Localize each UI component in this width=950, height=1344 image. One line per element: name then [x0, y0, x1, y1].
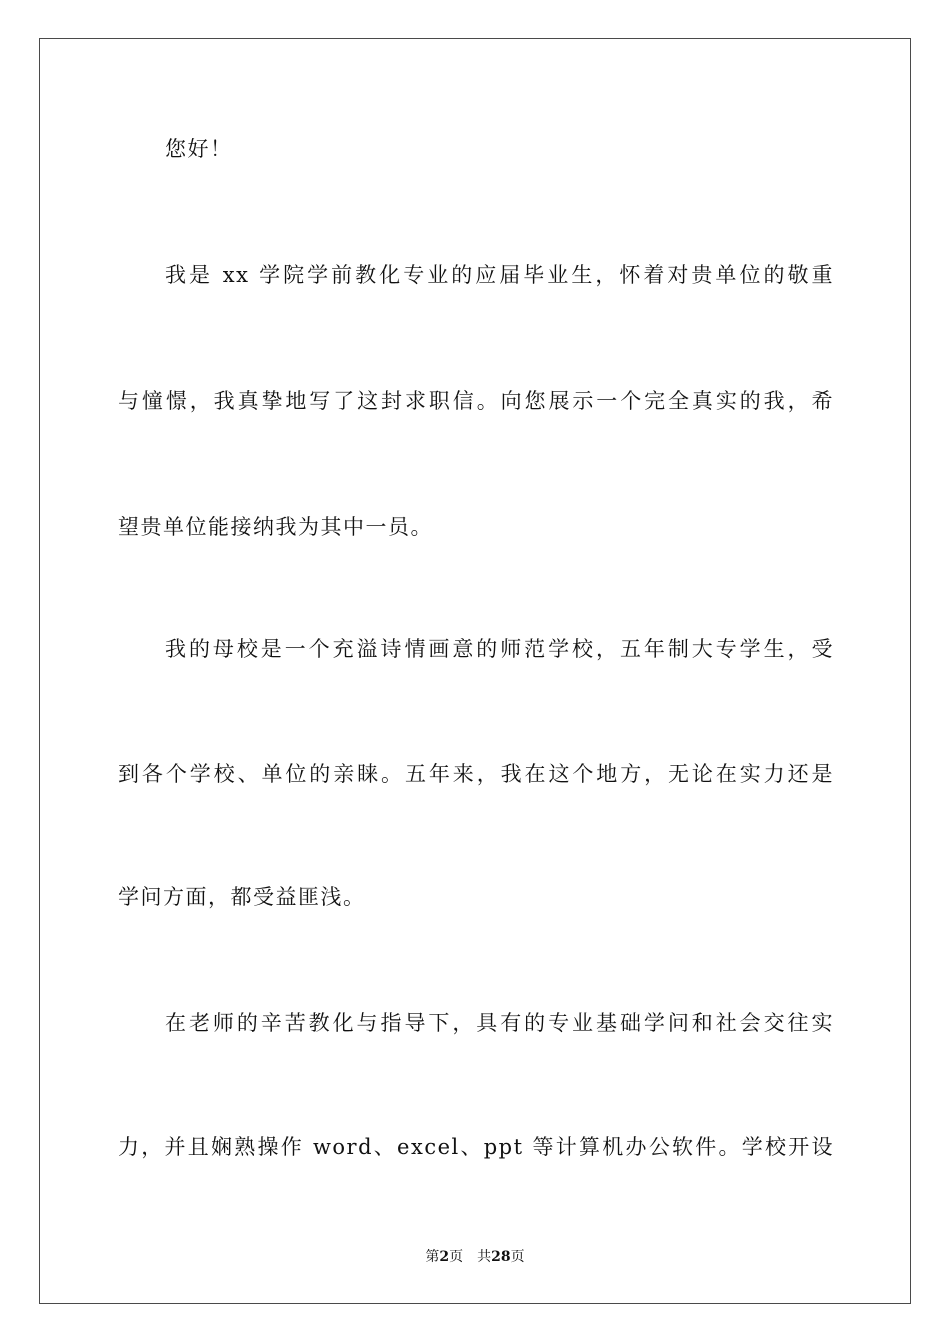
footer-total-pages: 28	[491, 1249, 511, 1265]
paragraph-1-line-2: 与憧憬，我真挚地写了这封求职信。向您展示一个完全真实的我，希	[118, 389, 834, 413]
page-footer	[0, 1248, 950, 1266]
paragraph-2-line-2: 到各个学校、单位的亲睐。五年来，我在这个地方，无论在实力还是	[118, 762, 834, 786]
paragraph-1-line-1: 我是 xx 学院学前教化专业的应届毕业生，怀着对贵单位的敬重	[165, 263, 834, 287]
greeting-line: 您好！	[165, 137, 233, 161]
footer-total-suffix: 页	[510, 1249, 525, 1265]
footer-current-page: 2	[439, 1249, 450, 1265]
paragraph-2-line-1: 我的母校是一个充溢诗情画意的师范学校，五年制大专学生，受	[165, 637, 834, 661]
footer-page-suffix: 页	[449, 1249, 464, 1265]
footer-page-prefix: 第	[425, 1249, 440, 1265]
footer-total-prefix: 共	[477, 1249, 492, 1265]
page-border	[39, 38, 911, 1304]
paragraph-2-line-3: 学问方面，都受益匪浅。	[118, 885, 366, 909]
paragraph-3-line-2: 力，并且娴熟操作 word、excel、ppt 等计算机办公软件。学校开设	[118, 1135, 834, 1159]
paragraph-3-line-1: 在老师的辛苦教化与指导下，具有的专业基础学问和社会交往实	[165, 1011, 834, 1035]
paragraph-1-line-3: 望贵单位能接纳我为其中一员。	[118, 515, 433, 539]
